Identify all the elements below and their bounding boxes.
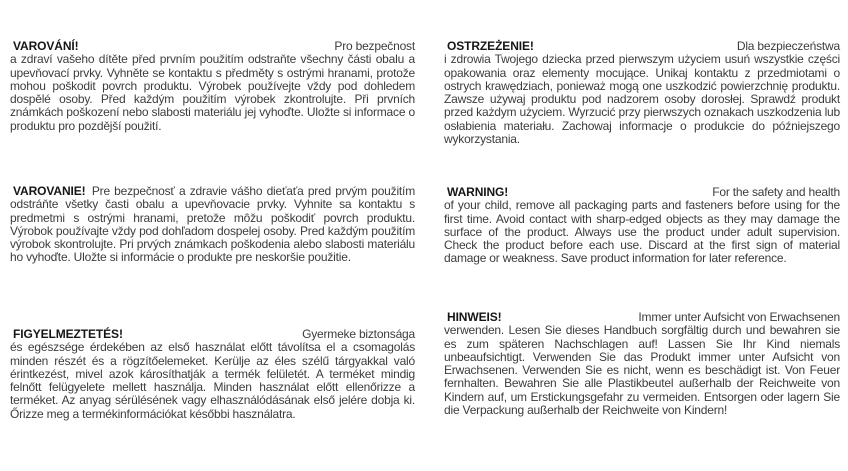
warning-heading-german: HINWEIS! <box>447 310 502 324</box>
warning-section-english <box>444 186 840 266</box>
warning-body-english: of your child, remove all packaging parts and fasteners before using for the first time. Avoid contact with sharp-edged objects as they may damage the surface of the product. Always use the product under adult supervision. Check the product before each use. Discard at the first sign of material damage or weakness. Save product information for later reference. <box>444 198 840 266</box>
warning-lead-hungarian: Gyermeke biztonsága <box>302 327 415 341</box>
warning-section-german <box>444 311 840 417</box>
warning-body-hungarian: és egészsége érdekében az első használat előtt távolítsa el a csomagolás minden részét és a rögzítőelemeket. Kerülje az éles szélű tárgyakkal való érintkezést, mivel azok károsíthatják a termék felületét. A terméket mindig felnőtt felügyelete mellett használja. Minden használat előtt ellenőrizze a terméket. Az anyag sérülésének vagy elhasználódásának első jelére dobja ki. Őrizze meg a termékinformációkat későbbi használatra. <box>10 340 415 421</box>
warning-heading-slovak: VAROVANIE! <box>13 184 86 198</box>
warning-section-hungarian <box>10 328 415 421</box>
section-heading-row <box>444 40 840 53</box>
warning-body-czech: a zdraví vašeho dítěte před prvním použitím odstraňte všechny části obalu a upevňovací prvky. Vyhněte se kontaktu s předměty s ostrými hranami, protože mohou poškodit povrch produktu. Výrobek používejte vždy pod dohledem dospělé osoby. Před každým použitím výrobek zkontrolujte. Při prvních známkách poškození nebo slabosti materiálu jej vyhoďte. Uložte si informace o produktu pro pozdější použití. <box>10 52 415 133</box>
warning-body-german: verwenden. Lesen Sie dieses Handbuch sorgfältig durch und bewahren sie es zum späteren Nachschlagen auf! Lassen Sie Ihr Kind niemals unbeaufsichtigt. Verwenden Sie das Produkt immer unter Aufsicht von Erwachsenen. Verwenden Sie es nicht, wenn es beschädigt ist. Von Feuer fernhalten. Bewahren Sie alle Plastikbeutel außerhalb der Reichweite von Kindern auf, um Erstickungsgefahr zu vermeiden. Entsorgen oder lagern Sie die Verpackung außerhalb der Reichweite von Kindern! <box>444 323 840 418</box>
warning-lead-czech: Pro bezpečnost <box>334 39 415 53</box>
warning-section-slovak <box>10 185 415 265</box>
warning-section-czech <box>10 40 415 133</box>
warning-lead-polish: Dla bezpieczeństwa <box>736 39 840 53</box>
section-heading-row <box>10 328 415 341</box>
warning-lead-german: Immer unter Aufsicht von Erwachsenen <box>638 310 840 324</box>
section-heading-row <box>444 186 840 199</box>
warning-heading-czech: VAROVÁNÍ! <box>13 39 79 53</box>
warning-lead-english: For the safety and health <box>712 185 840 199</box>
section-heading-row <box>444 311 840 324</box>
section-heading-row <box>10 40 415 53</box>
warning-heading-english: WARNING! <box>447 185 509 199</box>
warning-heading-hungarian: FIGYELMEZTETÉS! <box>13 327 123 341</box>
warning-body-slovak <box>10 185 415 265</box>
warning-section-polish <box>444 40 840 146</box>
warning-heading-polish: OSTRZEŻENIE! <box>447 39 534 53</box>
warning-body-polish: i zdrowia Twojego dziecka przed pierwszym użyciem usuń wszystkie części opakowania oraz elementy mocujące. Unikaj kontaktu z przedmiotami o ostrych krawędziach, ponieważ mogą one uszkodzić powierzchnię produktu. Zawsze używaj produktu pod nadzorem osoby dorosłej. Sprawdź produkt przed każdym użyciem. Wyrzucić przy pierwszych oznakach uszkodzenia lub osłabienia materiału. Zachowaj informacje o produkcie do późniejszego wykorzystania. <box>444 52 840 147</box>
warning-body-text-slovak: Pre bezpečnosť a zdravie vášho dieťaťa pred prvým použitím odstráňte všetky časti obalu a upevňovacie prvky. Vyhnite sa kontaktu s predmetmi s ostrými hranami, pretože môžu poškodiť povrch produktu. Výrobok používajte vždy pod dohľadom dospelej osoby. Pred každým použitím výrobok skontrolujte. Pri prvých známkach poškodenia alebo slabosti materiálu ho vyhoďte. Uložte si informácie o produkte pre neskoršie použitie. <box>10 184 415 265</box>
